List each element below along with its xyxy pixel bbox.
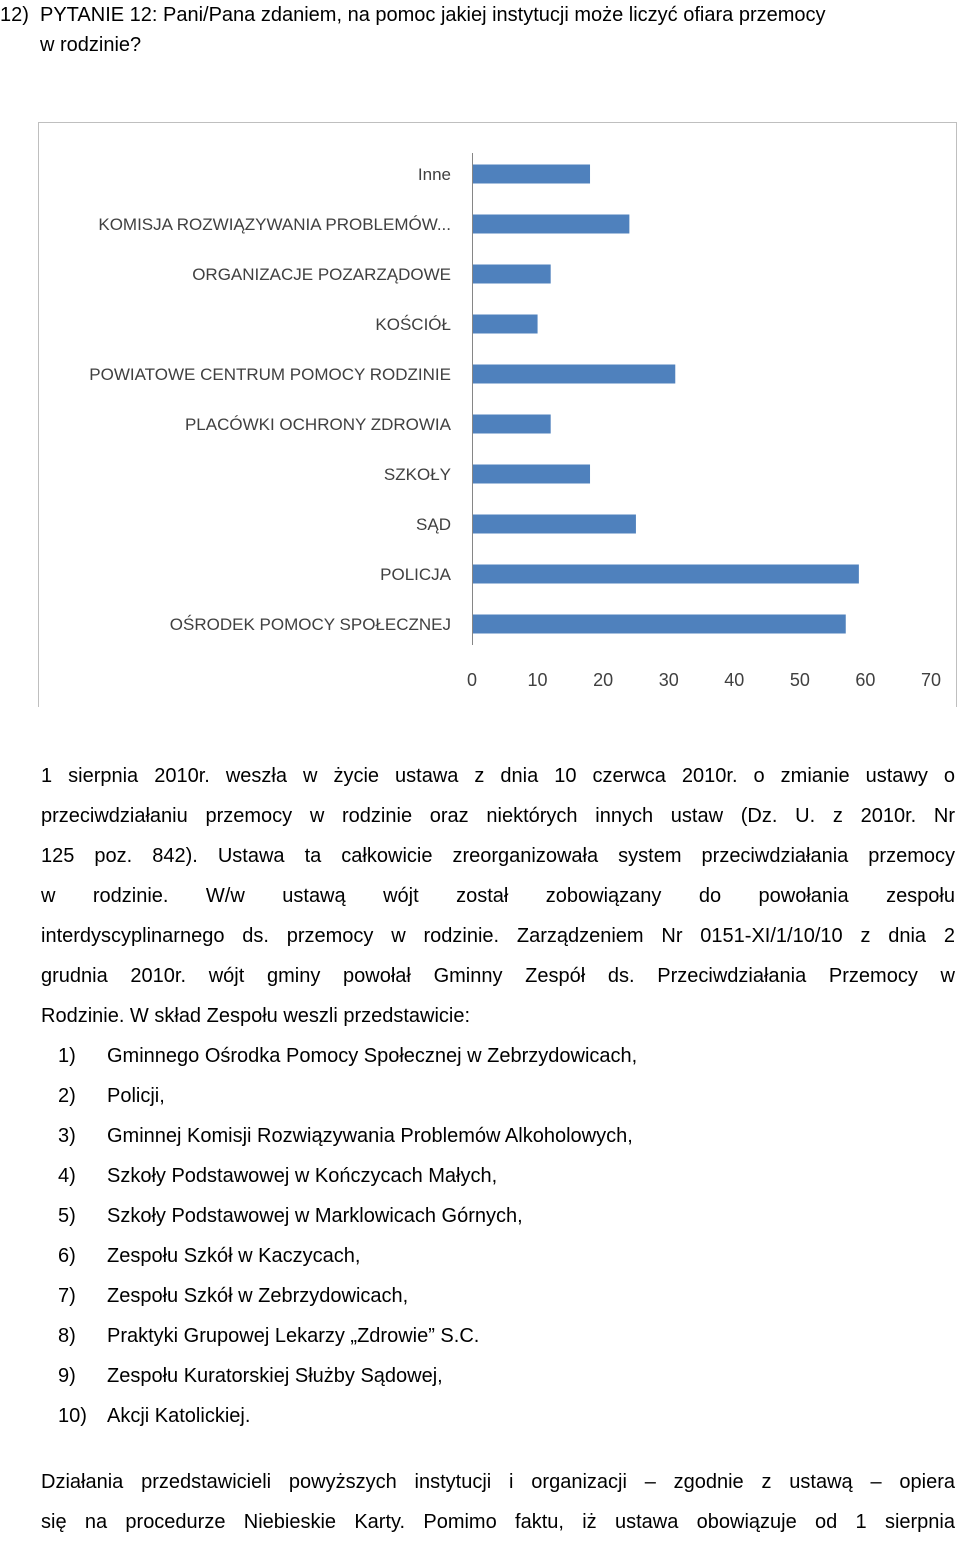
list-item-text: Zespołu Szkół w Zebrzydowicach, <box>107 1285 409 1307</box>
list-item <box>58 1276 938 1316</box>
x-tick-label: 30 <box>658 670 679 690</box>
x-tick-label: 20 <box>593 670 614 690</box>
list-item-text: Akcji Katolickiej. <box>107 1405 251 1427</box>
x-tick-label: 60 <box>855 670 876 690</box>
list-item-text: Zespołu Szkół w Kaczycach, <box>107 1245 361 1267</box>
list-item-text: Szkoły Podstawowej w Marklowicach Górnych, <box>107 1205 523 1227</box>
list-item <box>58 1236 938 1276</box>
paragraph-1-line: w rodzinie. W/w ustawą wójt został zobowiązany do powołania zespołu <box>41 885 955 907</box>
category-label: OŚRODEK POMOCY SPOŁECZNEJ <box>169 615 451 634</box>
list-item-number: 9) <box>58 1365 76 1387</box>
list-item-number: 2) <box>58 1085 76 1107</box>
bar <box>472 365 675 384</box>
category-label: PLACÓWKI OCHRONY ZDROWIA <box>184 415 451 434</box>
list-item <box>58 1196 938 1236</box>
bar <box>472 565 859 584</box>
members-list <box>58 1036 938 1436</box>
question-heading <box>0 0 958 60</box>
x-tick-label: 10 <box>527 670 548 690</box>
question-number: 12) <box>0 4 29 26</box>
list-item <box>58 1396 938 1436</box>
bar <box>472 265 551 284</box>
list-item <box>58 1156 938 1196</box>
x-tick-label: 0 <box>466 670 478 690</box>
list-item-text: Praktyki Grupowej Lekarzy „Zdrowie” S.C. <box>107 1325 480 1347</box>
bar <box>472 465 590 484</box>
paragraph-2-line: się na procedurze Niebieskie Karty. Pomimo faktu, iż ustawa obowiązuje od 1 sierpnia <box>41 1511 955 1533</box>
question-line-2: w rodzinie? <box>40 34 142 56</box>
list-item-text: Gminnego Ośrodka Pomocy Społecznej w Zebrzydowicach, <box>107 1045 638 1067</box>
category-label: ORGANIZACJE POZARZĄDOWE <box>192 265 451 284</box>
paragraph-2 <box>41 1462 955 1542</box>
question-text: PYTANIE 12: Pani/Pana zdaniem, na pomoc jakiej instytucji może liczyć ofiara przemocy <box>40 4 826 26</box>
list-item <box>58 1076 938 1116</box>
category-label: SZKOŁY <box>383 465 451 484</box>
paragraph-1-line: Rodzinie. W skład Zespołu weszli przedstawicie: <box>41 1005 471 1027</box>
bar <box>472 615 846 634</box>
bar <box>472 165 590 184</box>
list-item <box>58 1356 938 1396</box>
list-item-number: 6) <box>58 1245 76 1267</box>
bar <box>472 415 551 434</box>
list-item-number: 8) <box>58 1325 76 1347</box>
paragraph-1 <box>41 756 955 1036</box>
list-item-text: Policji, <box>107 1085 165 1107</box>
list-item-text: Zespołu Kuratorskiej Służby Sądowej, <box>107 1365 443 1387</box>
list-item <box>58 1316 938 1356</box>
list-item-text: Szkoły Podstawowej w Kończycach Małych, <box>107 1165 498 1187</box>
category-label: POLICJA <box>380 565 451 584</box>
paragraph-1-line: grudnia 2010r. wójt gminy powołał Gminny Zespół ds. Przeciwdziałania Przemocy w <box>41 965 955 987</box>
bar-chart-svg <box>39 123 956 707</box>
category-label: Inne <box>417 165 451 184</box>
list-item <box>58 1116 938 1156</box>
list-item-number: 1) <box>58 1045 76 1067</box>
bar <box>472 315 538 334</box>
list-item <box>58 1036 938 1076</box>
paragraph-2-line: Działania przedstawicieli powyższych instytucji i organizacji – zgodnie z ustawą – opiera <box>41 1471 955 1493</box>
bar-chart <box>38 122 957 707</box>
x-tick-label: 50 <box>789 670 810 690</box>
list-item-number: 3) <box>58 1125 76 1147</box>
bar <box>472 515 636 534</box>
paragraph-1-line: interdyscyplinarnego ds. przemocy w rodzinie. Zarządzeniem Nr 0151-XI/1/10/10 z dnia 2 <box>41 925 955 947</box>
list-item-number: 4) <box>58 1165 76 1187</box>
paragraph-1-line: 1 sierpnia 2010r. weszła w życie ustawa z dnia 10 czerwca 2010r. o zmianie ustawy o <box>41 765 955 787</box>
category-label: KOŚCIÓŁ <box>375 315 451 334</box>
list-item-number: 7) <box>58 1285 76 1307</box>
list-item-number: 5) <box>58 1205 76 1227</box>
category-label: POWIATOWE CENTRUM POMOCY RODZINIE <box>89 365 451 384</box>
question-line-1 <box>0 0 958 30</box>
bar <box>472 215 629 234</box>
x-tick-label: 70 <box>920 670 942 690</box>
category-label: KOMISJA ROZWIĄZYWANIA PROBLEMÓW... <box>98 215 451 234</box>
paragraph-1-line: przeciwdziałaniu przemocy w rodzinie oraz niektórych innych ustaw (Dz. U. z 2010r. Nr <box>41 805 955 827</box>
paragraph-1-line: 125 poz. 842). Ustawa ta całkowicie zreorganizowała system przeciwdziałania przemocy <box>41 845 955 867</box>
x-tick-label: 40 <box>724 670 745 690</box>
list-item-number: 10) <box>58 1405 87 1427</box>
list-item-text: Gminnej Komisji Rozwiązywania Problemów Alkoholowych, <box>107 1125 633 1147</box>
category-label: SĄD <box>416 515 451 534</box>
